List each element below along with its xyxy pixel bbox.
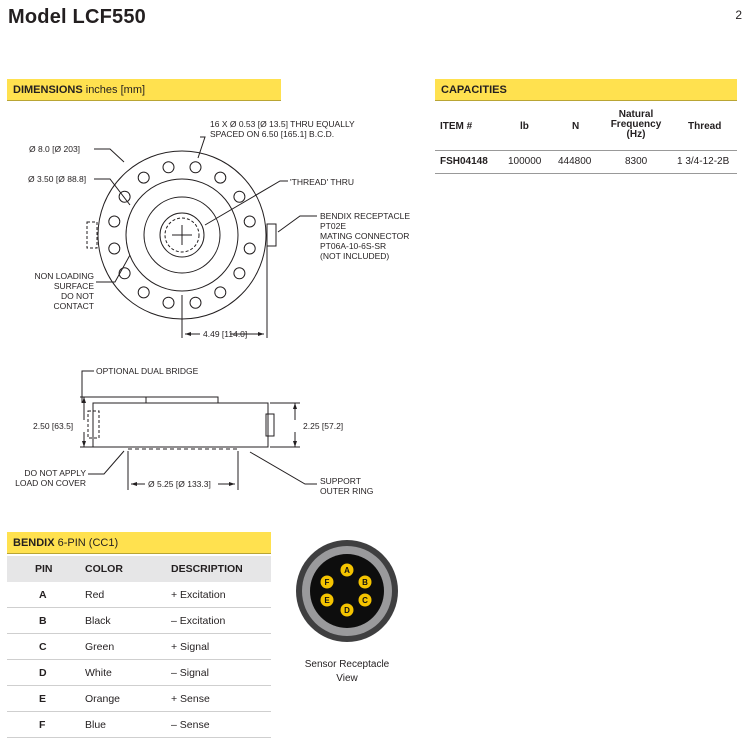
side-connector (266, 414, 274, 436)
svg-text:B: B (362, 578, 368, 587)
cap-header-n: N (572, 121, 580, 132)
pin-letter: D (7, 660, 84, 686)
table-row (7, 660, 271, 686)
side-view-body (93, 403, 268, 447)
pin-description: – Sense (170, 712, 271, 738)
freq-line2: Frequency (610, 119, 662, 130)
label-cover (10, 468, 86, 488)
cap-header-thread: Thread (688, 121, 722, 132)
bendix-line2: PT02E (320, 221, 346, 231)
pin-letter: F (7, 712, 84, 738)
pin-description: – Excitation (170, 608, 271, 634)
table-row (7, 608, 271, 634)
dimensions-units: inches [mm] (82, 84, 146, 96)
receptacle-pin-b (359, 576, 372, 589)
ring-line2: OUTER RING (320, 486, 374, 496)
bolt-hole (244, 216, 255, 227)
pin-description: – Signal (170, 660, 271, 686)
pin-header-pin: PIN (7, 556, 84, 582)
nl-line1: NON LOADING (34, 271, 94, 281)
cap-thread: 1 3/4-12-2B (677, 156, 730, 167)
caption-line2: View (336, 673, 358, 684)
pin-header-desc: DESCRIPTION (170, 556, 271, 582)
bolt-hole (215, 172, 226, 183)
svg-text:F: F (324, 578, 330, 587)
bolt-hole (215, 287, 226, 298)
receptacle-pin-a (341, 564, 354, 577)
cap-item: FSH04148 (440, 156, 488, 167)
cap-freq: 8300 (625, 156, 648, 167)
bolt-hole (234, 268, 245, 279)
cover-line1: DO NOT APPLY (24, 468, 86, 478)
label-total-height: 2.50 [63.5] (33, 421, 74, 431)
pin-description: + Signal (170, 634, 271, 660)
receptacle-pin-d (341, 604, 354, 617)
bolt-hole (163, 297, 174, 308)
cap-header-item: ITEM # (440, 121, 473, 132)
svg-text:A: A (344, 566, 350, 575)
label-body-height: 2.25 [57.2] (303, 421, 344, 431)
bendix-connector (267, 224, 276, 246)
bolt-hole (109, 243, 120, 254)
pin-letter: E (7, 686, 84, 712)
pin-letter: A (7, 582, 84, 608)
side-view-hub (146, 397, 218, 403)
table-row (7, 634, 271, 660)
pin-color: Red (84, 582, 170, 608)
optional-connector-left (87, 222, 97, 248)
label-cover-diameter: Ø 5.25 [Ø 133.3] (148, 479, 211, 489)
label-inner-diameter: Ø 3.50 [Ø 88.8] (28, 174, 87, 184)
bendix-line5: (NOT INCLUDED) (320, 251, 390, 261)
bolt-hole (138, 172, 149, 183)
receptacle-pin-c (359, 594, 372, 607)
dimensions-header (7, 79, 281, 101)
pin-table (7, 556, 271, 738)
pin-color: Green (84, 634, 170, 660)
receptacle-pin-f (321, 576, 334, 589)
sensor-receptacle (294, 538, 404, 648)
bolt-hole (234, 191, 245, 202)
cover-line2: LOAD ON COVER (15, 478, 86, 488)
freq-line1: Natural (618, 109, 654, 120)
ring-line1: SUPPORT (320, 476, 361, 486)
bendix-title: BENDIX (13, 537, 55, 549)
svg-text:E: E (324, 596, 330, 605)
bendix-subtitle: 6-PIN (CC1) (54, 537, 119, 549)
bolt-hole (119, 268, 130, 279)
page-number: 2 (735, 8, 742, 22)
bendix-line4: PT06A-10-6S-SR (320, 241, 387, 251)
bendix-line3: MATING CONNECTOR (320, 231, 410, 241)
label-support-ring (320, 476, 373, 496)
svg-text:D: D (344, 606, 350, 615)
label-thread: 'THREAD' THRU (290, 177, 355, 187)
bendix-line1: BENDIX RECEPTACLE (320, 211, 411, 221)
pin-description: + Sense (170, 686, 271, 712)
label-bolt-holes (210, 119, 355, 139)
cap-lb: 100000 (508, 156, 542, 167)
cap-header-frequency (607, 110, 665, 140)
receptacle-pin-e (321, 594, 334, 607)
nl-line2: SURFACE (53, 281, 94, 291)
bolt-hole (244, 243, 255, 254)
pin-letter: C (7, 634, 84, 660)
label-outer-diameter: Ø 8.0 [Ø 203] (29, 144, 81, 154)
dimensions-title: DIMENSIONS (13, 84, 83, 96)
capacities-table (435, 104, 737, 174)
capacities-title: CAPACITIES (441, 84, 507, 96)
bolt-hole (109, 216, 120, 227)
table-row (7, 686, 271, 712)
pin-description: + Excitation (170, 582, 271, 608)
holes-line1: 16 X Ø 0.53 [Ø 13.5] THRU EQUALLY (210, 119, 355, 129)
pin-color: Orange (84, 686, 170, 712)
label-radius: 4.49 [114.0] (203, 329, 248, 339)
pin-color: White (84, 660, 170, 686)
table-row (435, 151, 737, 174)
page-title: Model LCF550 (8, 6, 146, 28)
label-non-loading (18, 271, 94, 311)
cap-n: 444800 (558, 156, 592, 167)
freq-line3: (Hz) (626, 129, 646, 140)
bolt-hole (138, 287, 149, 298)
table-row (7, 582, 271, 608)
bolt-hole (190, 297, 201, 308)
bolt-hole (163, 162, 174, 173)
caption-line1: Sensor Receptacle (304, 659, 390, 670)
pin-color: Blue (84, 712, 170, 738)
holes-line2: SPACED ON 6.50 [165.1] B.C.D. (210, 129, 335, 139)
pin-header-color: COLOR (84, 556, 170, 582)
nl-line4: CONTACT (53, 301, 94, 311)
label-bendix (320, 211, 410, 261)
cap-header-lb: lb (520, 121, 529, 132)
bendix-header (7, 532, 271, 554)
receptacle-caption (295, 658, 399, 686)
pin-color: Black (84, 608, 170, 634)
svg-text:C: C (362, 596, 368, 605)
capacities-header (435, 79, 737, 101)
table-row (7, 712, 271, 738)
pin-letter: B (7, 608, 84, 634)
label-dual-bridge: OPTIONAL DUAL BRIDGE (96, 366, 199, 376)
bolt-hole (190, 162, 201, 173)
nl-line3: DO NOT (60, 291, 94, 301)
